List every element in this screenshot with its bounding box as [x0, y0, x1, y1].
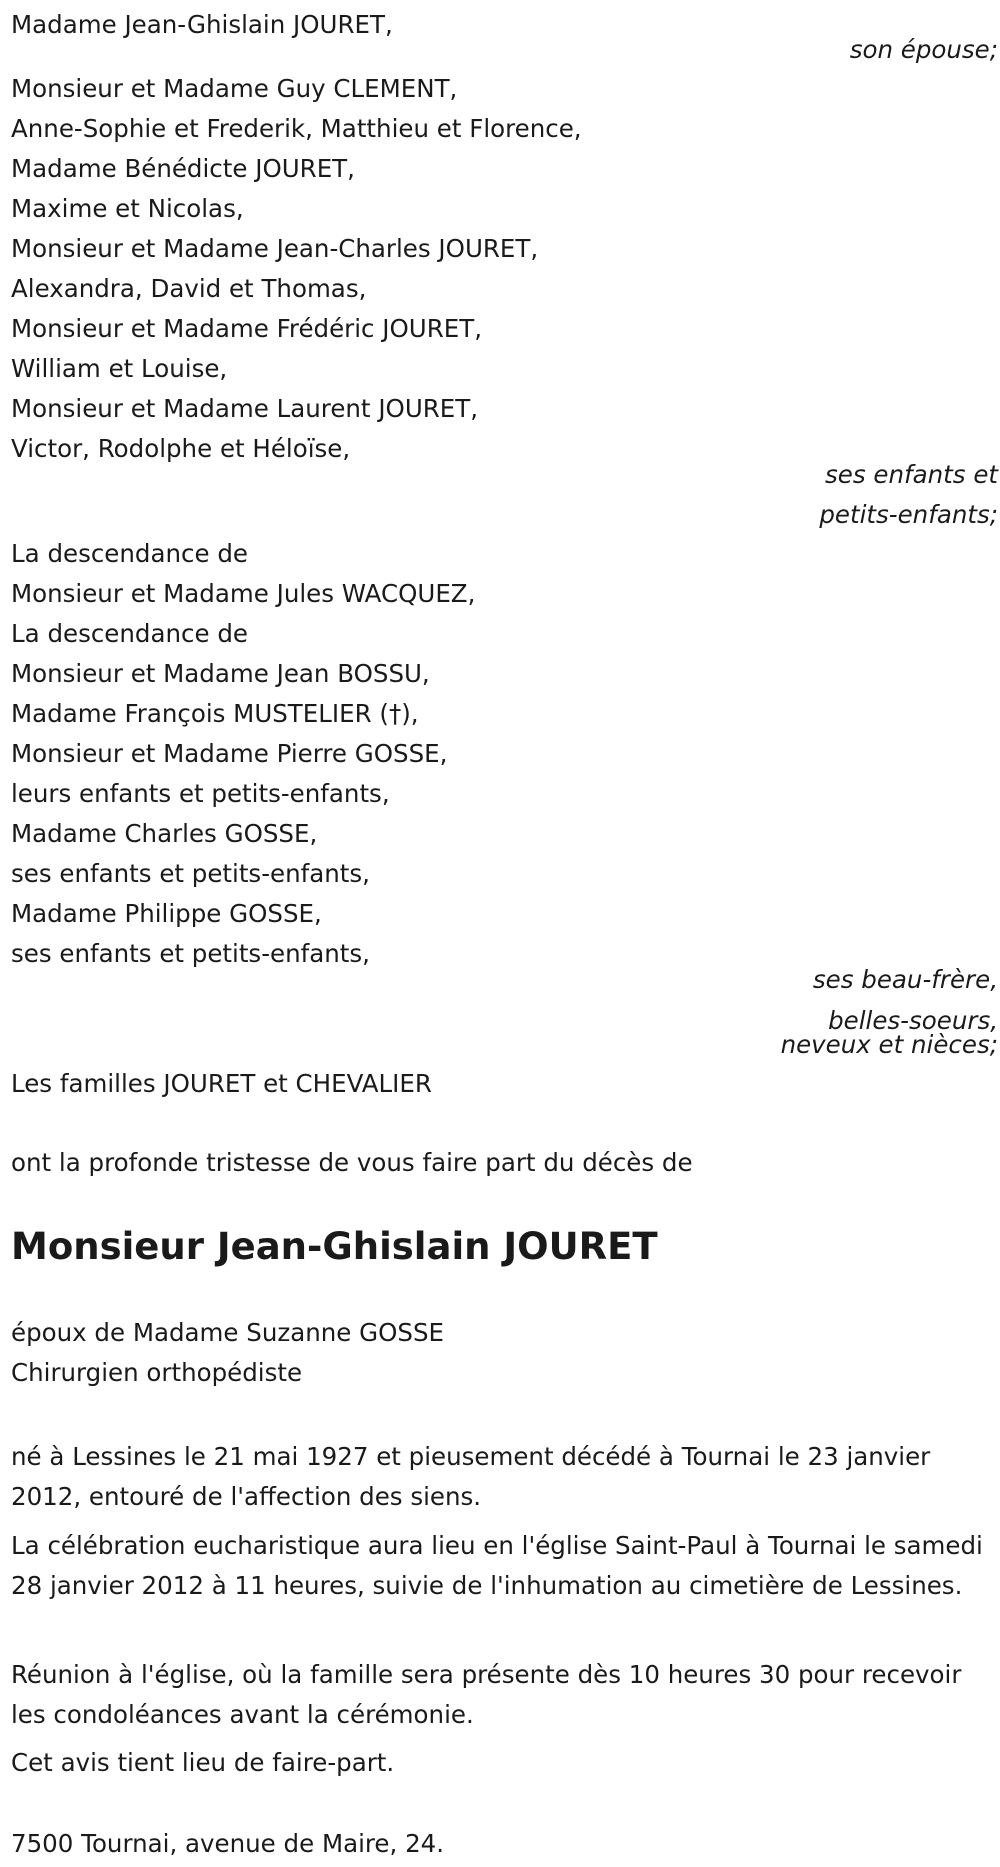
reunion-paragraph: Réunion à l'église, où la famille sera présente dès 10 heures 30 pour recevoir les condoléances avant la cérémonie.: [11, 1660, 962, 1729]
spouse-line: Madame Jean-Ghislain JOURET,: [11, 10, 393, 39]
relatives-line: leurs enfants et petits-enfants,: [11, 779, 390, 808]
relatives-line: Madame Philippe GOSSE,: [11, 899, 322, 928]
children-line: Madame Bénédicte JOURET,: [11, 154, 355, 183]
relatives-line: Madame François MUSTELIER (†),: [11, 699, 419, 728]
notice-paragraph: Cet avis tient lieu de faire-part.: [11, 1748, 395, 1777]
families-line: Les familles JOURET et CHEVALIER: [11, 1069, 432, 1098]
relatives-line: La descendance de: [11, 619, 248, 648]
children-line: Monsieur et Madame Frédéric JOURET,: [11, 314, 482, 343]
children-role: ses enfants et: [825, 460, 998, 489]
address-line: 7500 Tournai, avenue de Maire, 24.: [11, 1829, 445, 1858]
relatives-role: belles-soeurs,: [828, 1006, 998, 1035]
relatives-line: ses enfants et petits-enfants,: [11, 859, 370, 888]
ceremony-paragraph: La célébration eucharistique aura lieu en l'église Saint-Paul à Tournai le samedi 28 janvier 2012 à 11 heures, suivie de l'inhumation au cimetière de Lessines.: [11, 1531, 983, 1600]
children-line: Anne-Sophie et Frederik, Matthieu et Florence,: [11, 114, 582, 143]
relatives-role: ses beau-frère,: [812, 965, 998, 994]
profession-detail: Chirurgien orthopédiste: [11, 1358, 303, 1387]
children-line: Alexandra, David et Thomas,: [11, 274, 367, 303]
relatives-line: La descendance de: [11, 539, 248, 568]
children-line: Monsieur et Madame Guy CLEMENT,: [11, 74, 458, 103]
children-line: Monsieur et Madame Laurent JOURET,: [11, 394, 479, 423]
deceased-name: Monsieur Jean-Ghislain JOURET: [11, 1225, 658, 1268]
relatives-line: Monsieur et Madame Jean BOSSU,: [11, 659, 430, 688]
relatives-line: ses enfants et petits-enfants,: [11, 939, 370, 968]
birth-death-paragraph: né à Lessines le 21 mai 1927 et pieusement décédé à Tournai le 23 janvier 2012, entouré de l'affection des siens.: [11, 1442, 931, 1511]
children-line: Maxime et Nicolas,: [11, 194, 244, 223]
spouse-detail: époux de Madame Suzanne GOSSE: [11, 1318, 445, 1347]
children-line: Victor, Rodolphe et Héloïse,: [11, 434, 351, 463]
relatives-line: Monsieur et Madame Jules WACQUEZ,: [11, 579, 476, 608]
relatives-line: Madame Charles GOSSE,: [11, 819, 318, 848]
children-line: William et Louise,: [11, 354, 228, 383]
relatives-line: Monsieur et Madame Pierre GOSSE,: [11, 739, 448, 768]
relatives-role: neveux et nièces;: [780, 1030, 998, 1059]
spouse-role: son épouse;: [849, 35, 998, 64]
children-line: Monsieur et Madame Jean-Charles JOURET,: [11, 234, 539, 263]
children-role: petits-enfants;: [819, 500, 998, 529]
announcement-line: ont la profonde tristesse de vous faire part du décès de: [11, 1148, 693, 1177]
